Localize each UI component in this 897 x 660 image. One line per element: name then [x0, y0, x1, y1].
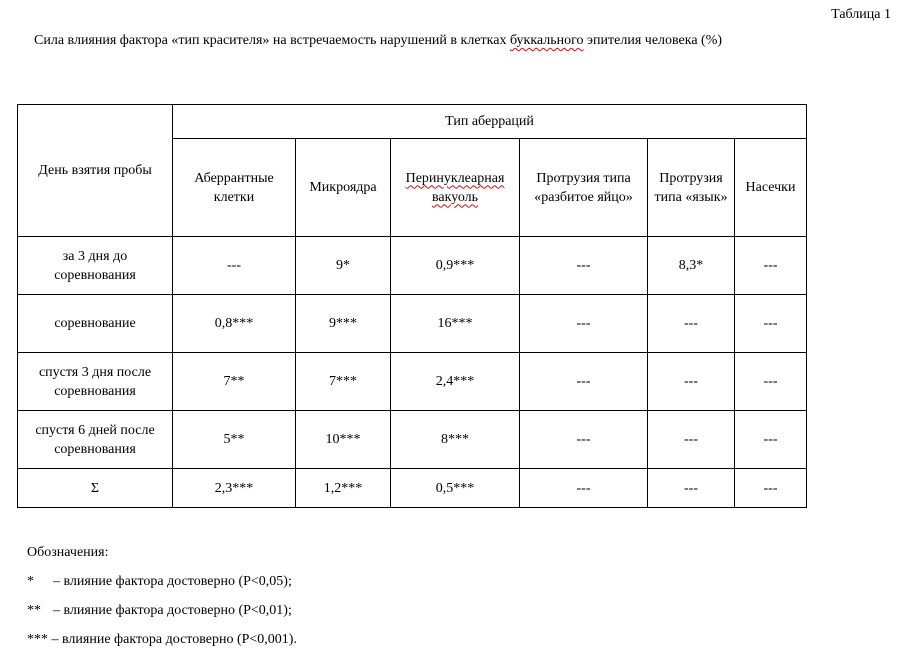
caption-spellcheck-word[interactable]: буккального	[509, 33, 584, 48]
row-header-cell: День взятия пробы	[18, 105, 173, 237]
data-cell: ---	[520, 469, 648, 508]
data-cell: ---	[173, 237, 296, 295]
caption-text-start: Сила влияния фактора «тип красителя» на встречаемость нарушений в клетках	[34, 33, 510, 48]
table-number-label: Таблица 1	[831, 7, 891, 22]
data-cell: ---	[735, 469, 807, 508]
data-cell: 2,3***	[173, 469, 296, 508]
legend-item	[27, 573, 297, 602]
data-cell: 8,3*	[648, 237, 735, 295]
data-cell: 2,4***	[391, 353, 520, 411]
group-header-cell: Тип аберраций	[173, 105, 807, 139]
row-label: спустя 6 дней после соревнования	[18, 411, 173, 469]
data-cell: 16***	[391, 295, 520, 353]
legend-mark: ***	[27, 632, 48, 647]
column-header: Насечки	[735, 139, 807, 237]
table-caption	[34, 33, 722, 49]
data-cell: ---	[735, 295, 807, 353]
aberrations-table	[17, 104, 807, 508]
data-cell: ---	[648, 295, 735, 353]
legend-text: – влияние фактора достоверно (P<0,001).	[51, 632, 297, 647]
column-header: Протрузия типа «язык»	[648, 139, 735, 237]
data-cell: 0,9***	[391, 237, 520, 295]
data-cell: ---	[520, 237, 648, 295]
column-header-spellcheck-word[interactable]: Перинуклеарная вакуоль	[405, 170, 505, 205]
data-cell: ---	[520, 411, 648, 469]
legend-mark: **	[27, 603, 41, 618]
row-label: соревнование	[18, 295, 173, 353]
legend-text: – влияние фактора достоверно (P<0,01);	[53, 603, 292, 618]
row-label: спустя 3 дня после соревнования	[18, 353, 173, 411]
data-cell: 9***	[296, 295, 391, 353]
data-cell: 8***	[391, 411, 520, 469]
data-cell: 7***	[296, 353, 391, 411]
data-cell: 5**	[173, 411, 296, 469]
table-row-total	[18, 469, 807, 508]
data-cell: ---	[648, 411, 735, 469]
table-row	[18, 237, 807, 295]
data-cell: ---	[735, 353, 807, 411]
data-cell: ---	[648, 353, 735, 411]
table-row	[18, 295, 807, 353]
data-cell: ---	[735, 237, 807, 295]
legend-mark: *	[27, 574, 34, 589]
data-cell: ---	[648, 469, 735, 508]
data-cell: ---	[520, 353, 648, 411]
data-cell: 7**	[173, 353, 296, 411]
column-header: Аберрантные клетки	[173, 139, 296, 237]
data-cell: 10***	[296, 411, 391, 469]
row-label: Σ	[18, 469, 173, 508]
legend-item	[27, 631, 297, 660]
caption-text-end: эпителия человека (%)	[583, 33, 723, 48]
column-header: Протрузия типа «разбитое яйцо»	[520, 139, 648, 237]
data-cell: 0,8***	[173, 295, 296, 353]
table-row	[18, 353, 807, 411]
data-cell: ---	[520, 295, 648, 353]
column-header	[391, 139, 520, 237]
data-cell: 9*	[296, 237, 391, 295]
legend-item	[27, 602, 297, 631]
data-cell: ---	[735, 411, 807, 469]
column-header: Микроядра	[296, 139, 391, 237]
row-label: за 3 дня до соревнования	[18, 237, 173, 295]
table-row	[18, 411, 807, 469]
data-cell: 0,5***	[391, 469, 520, 508]
legend-text: – влияние фактора достоверно (P<0,05);	[53, 574, 292, 589]
legend	[27, 544, 297, 660]
data-cell: 1,2***	[296, 469, 391, 508]
legend-title: Обозначения:	[27, 545, 109, 560]
